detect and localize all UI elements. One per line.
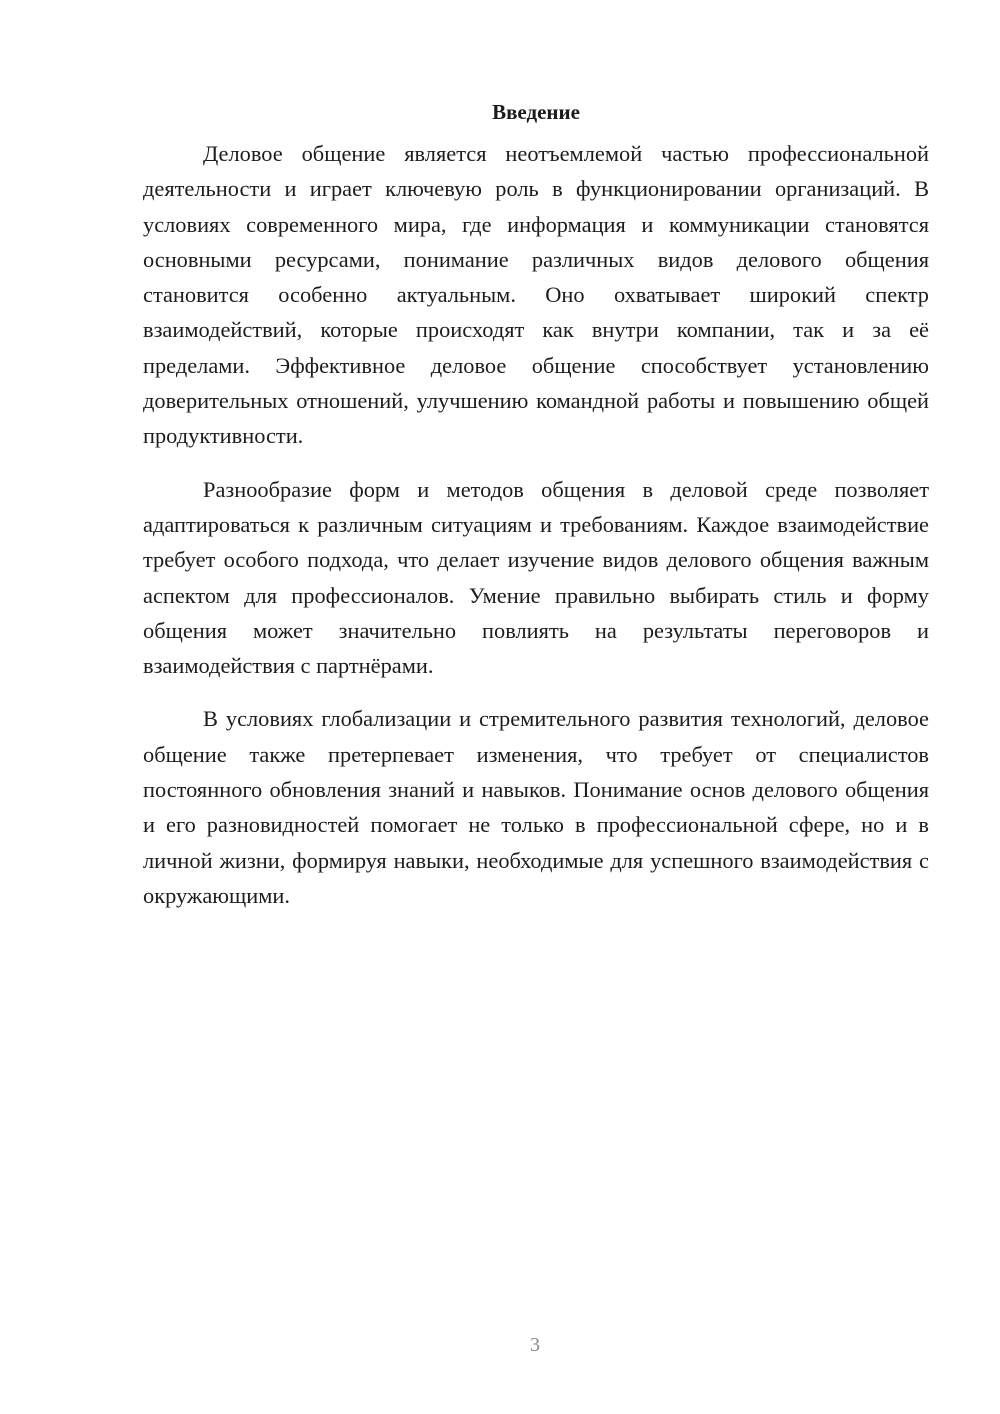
- section-heading: Введение: [492, 100, 580, 124]
- page-number: 3: [530, 1334, 540, 1356]
- paragraph-2: Разнообразие форм и методов общения в деловой среде позволяет адаптироваться к различным ситуациям и требованиям. Каждое взаимодействие требует особого подхода, что делает изучение видов делового общения важным аспектом для профессионалов. Умение правильно выбирать стиль и форму общения может значительно повлиять на результаты переговоров и взаимодействия с партнёрами.: [143, 476, 929, 679]
- page-content: [143, 96, 929, 931]
- paragraph-1: Деловое общение является неотъемлемой частью профессиональной деятельности и играет ключевую роль в функционировании организаций. В условиях современного мира, где информация и коммуникации становятся основными ресурсами, понимание различных видов делового общения становится особенно актуальным. Оно охватывает широкий спектр взаимодействий, которые происходят как внутри компании, так и за её пределами. Эффективное деловое общение способствует установлению доверительных отношений, улучшению командной работы и повышению общей продуктивности.: [143, 141, 929, 449]
- paragraph-3: В условиях глобализации и стремительного развития технологий, деловое общение также претерпевает изменения, что требует от специалистов постоянного обновления знаний и навыков. Понимание основ делового общения и его разновидностей помогает не только в профессиональной сфере, но и в личной жизни, формируя навыки, необходимые для успешного взаимодействия с окружающими.: [143, 706, 929, 908]
